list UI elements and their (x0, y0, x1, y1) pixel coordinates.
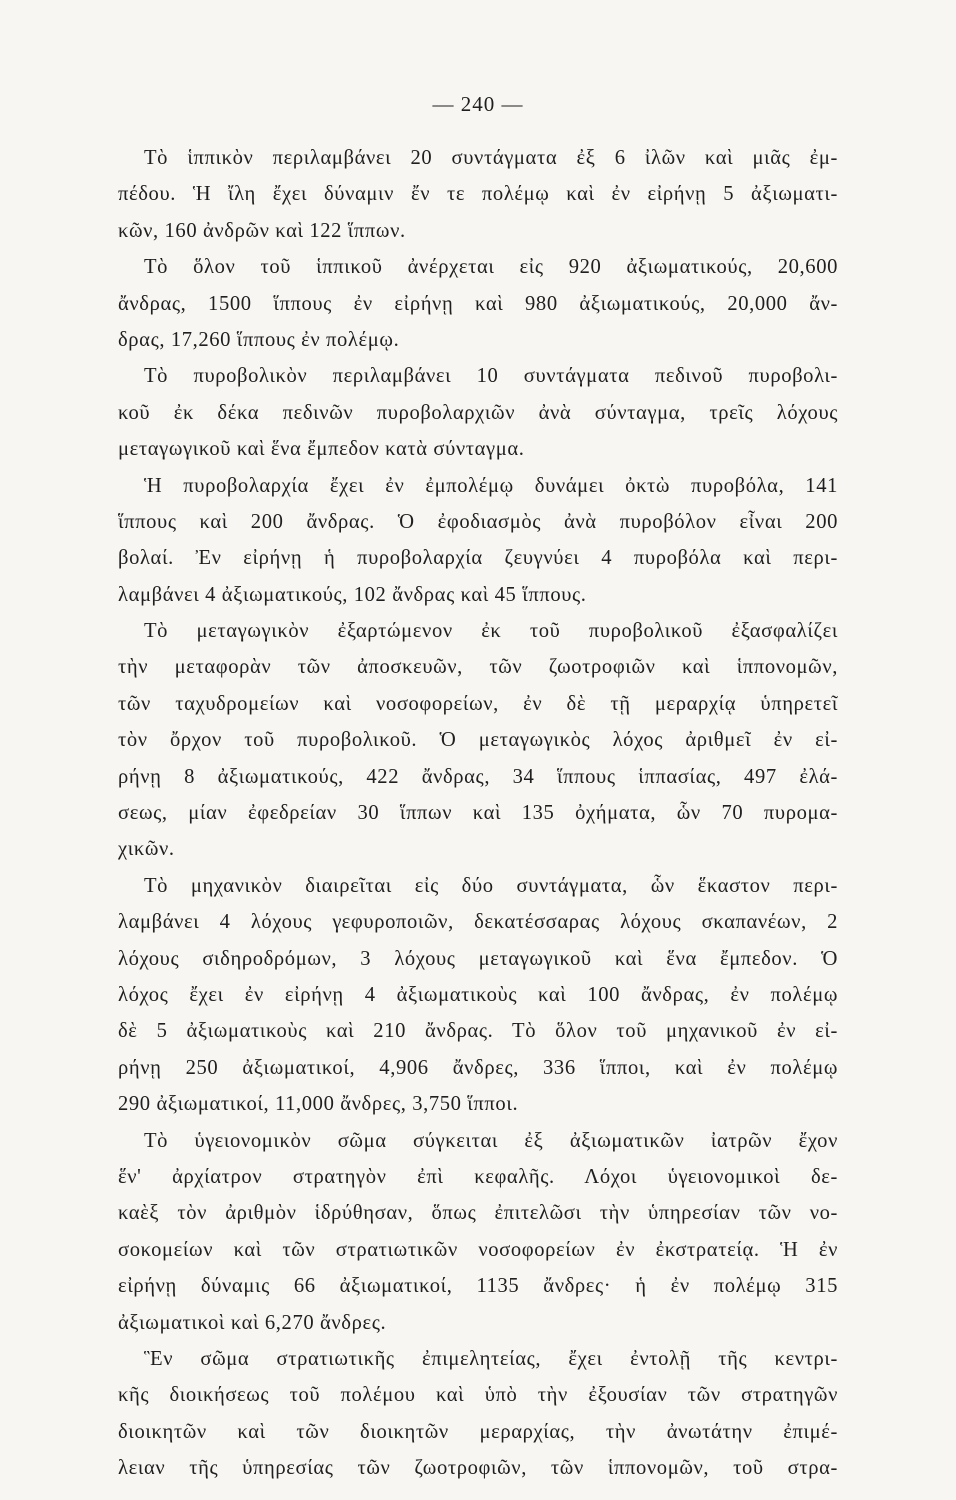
text-line: διοικητῶν καὶ τῶν διοικητῶν μεραρχίας, τὴν ἀνωτάτην ἐπιμέ- (118, 1420, 838, 1443)
page-body-text (118, 140, 838, 1486)
text-line: εἰρήνῃ δύναμις 66 ἀξιωματικοί, 1135 ἄνδρες· ἡ ἐν πολέμῳ 315 (118, 1275, 838, 1298)
text-line: ἕν' ἀρχίατρον στρατηγὸν ἐπὶ κεφαλῆς. Λόχοι ὑγειονομικοὶ δε- (118, 1165, 838, 1188)
text-line: λαμβάνει 4 λόχους γεφυροποιῶν, δεκατέσσαρας λόχους σκαπανέων, 2 (118, 911, 838, 934)
text-line: λειαν τῆς ὑπηρεσίας τῶν ζωοτροφιῶν, τῶν ἱππονομῶν, τοῦ στρα- (118, 1457, 838, 1480)
text-line: κοῦ ἐκ δέκα πεδινῶν πυροβολαρχιῶν ἀνὰ σύνταγμα, τρεῖς λόχους (118, 401, 838, 424)
text-line: Τὸ ὅλον τοῦ ἱππικοῦ ἀνέρχεται εἰς 920 ἀξιωματικούς, 20,600 (144, 256, 838, 279)
text-line: λαμβάνει 4 ἀξιωματικούς, 102 ἄνδρας καὶ 45 ἵππους. (118, 583, 587, 606)
text-line: ἄνδρας, 1500 ἵππους ἐν εἰρήνῃ καὶ 980 ἀξιωματικούς, 20,000 ἄν- (118, 292, 838, 315)
text-line: δὲ 5 ἀξιωματικοὺς καὶ 210 ἄνδρας. Τὸ ὅλον τοῦ μηχανικοῦ ἐν εἰ- (118, 1020, 838, 1043)
text-line: μεταγωγικοῦ καὶ ἕνα ἔμπεδον κατὰ σύνταγμα. (118, 438, 525, 461)
text-line: Τὸ ἱππικὸν περιλαμβάνει 20 συντάγματα ἐξ 6 ἰλῶν καὶ μιᾶς ἐμ- (144, 147, 838, 169)
text-line: τὸν ὄρχον τοῦ πυροβολικοῦ. Ὁ μεταγωγικὸς λόχος ἀριθμεῖ ἐν εἰ- (118, 729, 838, 752)
text-line: κῆς διοικήσεως τοῦ πολέμου καὶ ὑπὸ τὴν ἐξουσίαν τῶν στρατηγῶν (118, 1384, 838, 1407)
text-line: ἵππους καὶ 200 ἄνδρας. Ὁ ἐφοδιασμὸς ἀνὰ πυροβόλον εἶναι 200 (118, 510, 838, 533)
text-line: Τὸ μηχανικὸν διαιρεῖται εἰς δύο συντάγματα, ὧν ἕκαστον περι- (144, 874, 838, 897)
text-line: ρήνῃ 8 ἀξιωματικούς, 422 ἄνδρας, 34 ἵππους ἱππασίας, 497 ἐλά- (118, 765, 838, 788)
text-line: Τὸ πυροβολικὸν περιλαμβάνει 10 συντάγματα πεδινοῦ πυροβολι- (144, 365, 838, 388)
text-line: πέδου. Ἡ ἴλη ἔχει δύναμιν ἔν τε πολέμῳ καὶ ἐν εἰρήνῃ 5 ἀξιωματι- (118, 183, 838, 206)
text-line: τὴν μεταφορὰν τῶν ἀποσκευῶν, τῶν ζωοτροφιῶν καὶ ἱππονομῶν, (118, 656, 838, 679)
text-line: Ἓν σῶμα στρατιωτικῆς ἐπιμελητείας, ἔχει ἐντολῇ τῆς κεντρι- (144, 1347, 838, 1370)
text-line: λόχος ἔχει ἐν εἰρήνῃ 4 ἀξιωματικοὺς καὶ 100 ἄνδρας, ἐν πολέμῳ (118, 983, 838, 1006)
text-line: χικῶν. (118, 838, 175, 861)
text-line: Τὸ ὑγειονομικὸν σῶμα σύγκειται ἐξ ἀξιωματικῶν ἰατρῶν ἔχον (144, 1129, 838, 1152)
text-line: τῶν ταχυδρομείων καὶ νοσοφορείων, ἐν δὲ τῇ μεραρχίᾳ ὑπηρετεῖ (118, 692, 838, 715)
text-line: σοκομείων καὶ τῶν στρατιωτικῶν νοσοφορείων ἐν ἐκστρατείᾳ. Ἡ ἐν (118, 1238, 838, 1261)
text-line: ἀξιωματικοὶ καὶ 6,270 ἄνδρες. (118, 1311, 387, 1334)
text-line: λόχους σιδηροδρόμων, 3 λόχους μεταγωγικοῦ καὶ ἕνα ἔμπεδον. Ὁ (118, 947, 838, 970)
text-line: κῶν, 160 ἀνδρῶν καὶ 122 ἵππων. (118, 219, 406, 242)
text-line: σεως, μίαν ἐφεδρείαν 30 ἵππων καὶ 135 ὀχήματα, ὧν 70 πυρομα- (118, 802, 838, 825)
text-line: Ἡ πυροβολαρχία ἔχει ἐν ἐμπολέμῳ δυνάμει ὀκτὼ πυροβόλα, 141 (144, 474, 838, 497)
text-line: Τὸ μεταγωγικὸν ἐξαρτώμενον ἐκ τοῦ πυροβολικοῦ ἐξασφαλίζει (144, 620, 838, 643)
text-line: βολαί. Ἐν εἰρήνῃ ἡ πυροβολαρχία ζευγνύει 4 πυροβόλα καὶ περι- (118, 547, 838, 570)
page-number: — 240 — (432, 92, 524, 116)
text-line: 290 ἀξιωματικοί, 11,000 ἄνδρες, 3,750 ἵπποι. (118, 1093, 519, 1116)
text-line: καὲξ τὸν ἀριθμὸν ἱδρύθησαν, ὅπως ἐπιτελῶσι τὴν ὑπηρεσίαν τῶν νο- (118, 1202, 838, 1225)
text-line: δρας, 17,260 ἵππους ἐν πολέμῳ. (118, 328, 400, 351)
text-line: ρήνῃ 250 ἀξιωματικοί, 4,906 ἄνδρες, 336 ἵπποι, καὶ ἐν πολέμῳ (118, 1056, 838, 1079)
